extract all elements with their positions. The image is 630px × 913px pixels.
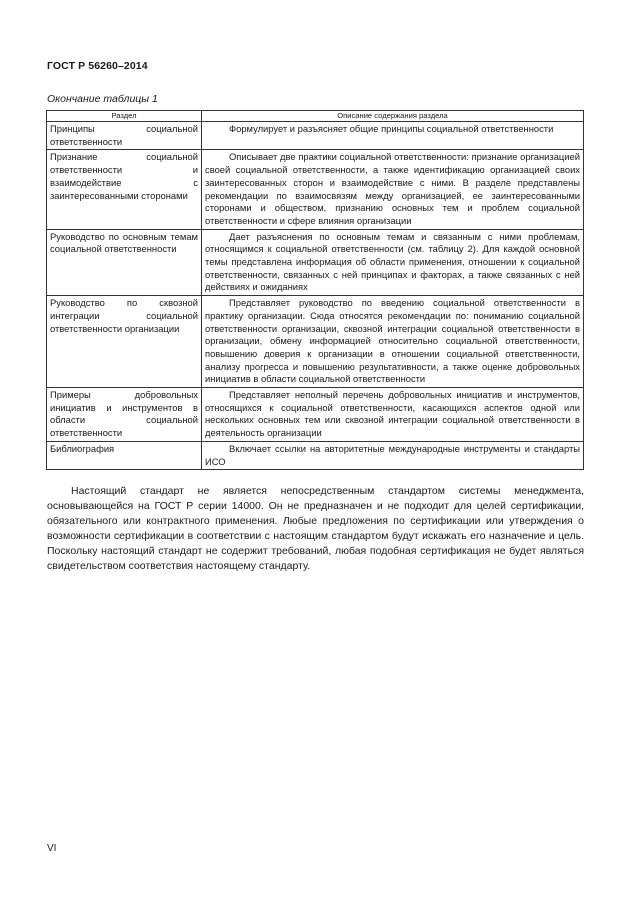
description-text: Описывает две практики социальной ответственности: признание организацией своей социальной ответственности, а также идентификацию организацией своих заинтересованных сторон и взаимодействие с ними. В разделе представлены рекомендации по взаимосвязям между организацией, ее заинтересованными сторонами и обществом, признанию основных тем и проблем социальной ответственности и сфере влияния организации xyxy=(205,151,580,226)
sections-table xyxy=(46,110,584,470)
description-text: Представляет неполный перечень добровольных инициатив и инструментов, относящихся к социальной ответственности, касающихся аспектов одной или нескольких основных тем или сквозной интеграции социальной ответственности в деятельность организации xyxy=(205,389,580,439)
description-text: Включает ссылки на авторитетные международные инструменты и стандарты ИСО xyxy=(205,442,580,467)
body-paragraph xyxy=(47,484,584,574)
document-header: ГОСТ Р 56260–2014 xyxy=(47,60,148,72)
section-cell: Библиография xyxy=(47,441,202,469)
table-header-row xyxy=(47,111,584,122)
section-cell: Руководство по сквозной интеграции социальной ответственности организации xyxy=(47,296,202,388)
description-cell xyxy=(202,388,584,442)
description-cell xyxy=(202,296,584,388)
description-cell xyxy=(202,229,584,296)
description-text: Формулирует и разъясняет общие принципы социальной ответственности xyxy=(229,123,554,134)
table-row xyxy=(47,229,584,296)
table-caption: Окончание таблицы 1 xyxy=(47,93,158,105)
description-cell xyxy=(202,441,584,469)
section-cell: Признание социальной ответственности и взаимодействие с заинтересованными сторонами xyxy=(47,150,202,229)
table-row xyxy=(47,150,584,229)
table-row xyxy=(47,296,584,388)
description-text: Дает разъяснения по основным темам и связанным с ними проблемам, относящимся к социальной ответственности (см. таблицу 2). Для каждой основной темы представлена информация об области применения, отношении к социальной ответственности, связанных с ней принципах и факторах, а также связанных с ней действиях и ожиданиях xyxy=(205,230,580,293)
table-row xyxy=(47,388,584,442)
section-cell: Руководство по основным темам социальной ответственности xyxy=(47,229,202,296)
description-cell xyxy=(202,150,584,229)
description-text: Представляет руководство по введению социальной ответственности в практику организации. Сюда относятся рекомендации по: пониманию социальной ответственности организации, сквозной интеграции социальной ответственности в организации, обмену информацией относительно социальной ответственности, повышению доверия к организации в отношении социальной ответственности, анализу прогресса и повышению результативности, а также оценке добровольных инициатив в области социальной ответственности xyxy=(205,297,580,385)
column-header-description: Описание содержания раздела xyxy=(202,111,584,122)
table-row xyxy=(47,122,584,150)
description-cell xyxy=(202,122,584,150)
section-cell: Принципы социальной ответственности xyxy=(47,122,202,150)
table-row xyxy=(47,441,584,469)
page-number: VI xyxy=(47,843,57,854)
section-cell: Примеры добровольных инициатив и инструментов в области социальной ответственности xyxy=(47,388,202,442)
column-header-section: Раздел xyxy=(47,111,202,122)
body-paragraph-text: Настоящий стандарт не является непосредственным стандартом системы менеджмента, основывающейся на ГОСТ Р серии 14000. Он не предназначен и не подходит для целей сертификации, обязательного или контрактного применения. Любые предложения по сертификации или утверждения о возможности сертификации в соответствии с настоящим стандартом будут искажать его назначение и цель. Поскольку настоящий стандарт не содержит требований, любая подобная сертификация не будет являться свидетельством соответствия настоящему стандарту. xyxy=(47,485,584,572)
